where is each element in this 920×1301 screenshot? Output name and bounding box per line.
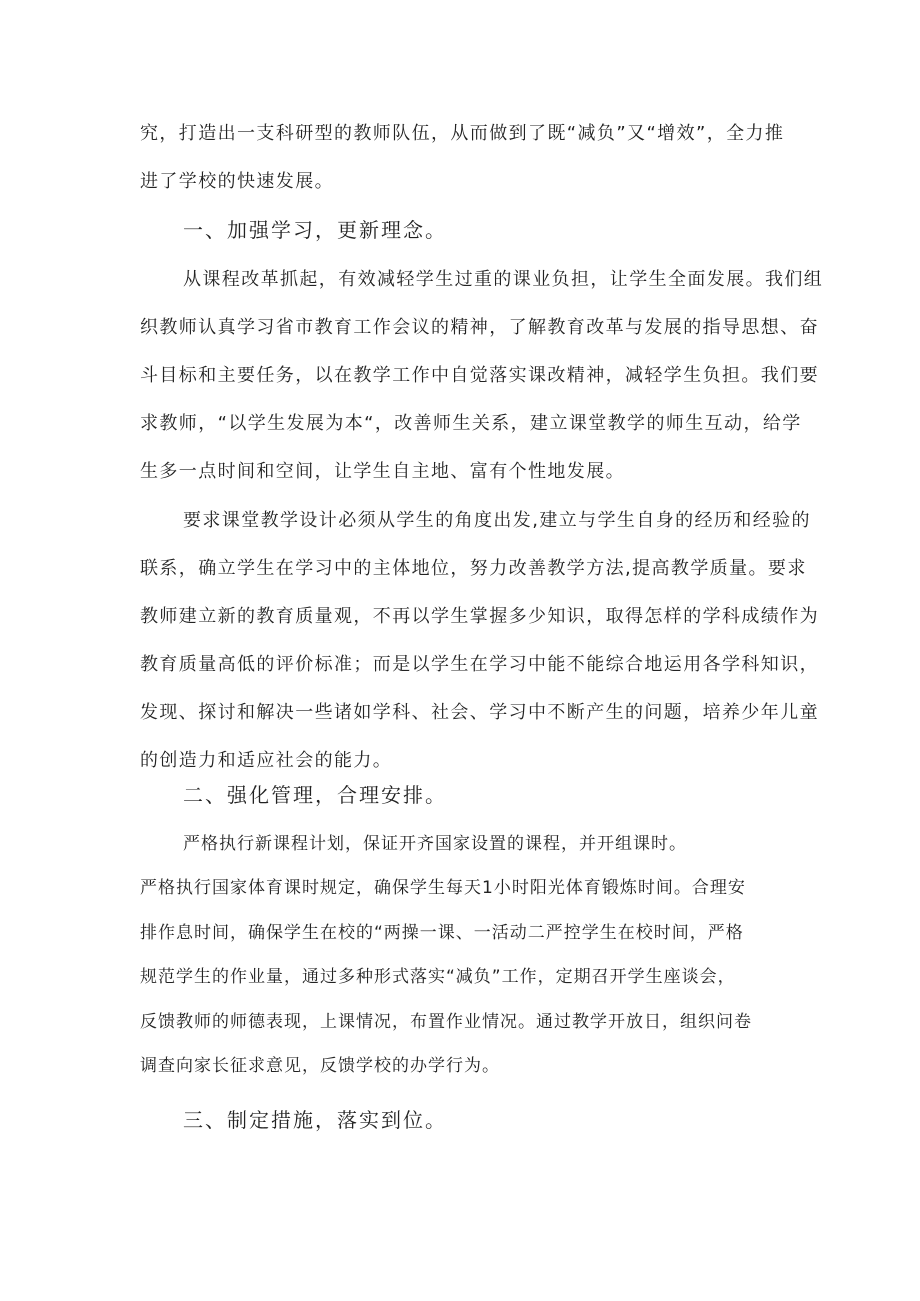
section3-heading: 三、制定措施，落实到位。 <box>183 1108 447 1132</box>
section1-para2-line-5: 发现、探讨和解决一些诸如学科、社会、学习中不断产生的问题，培养少年儿童 <box>140 702 819 723</box>
intro-line-2: 进了学校的快速发展。 <box>140 171 334 192</box>
section1-para1-line-5: 生多一点时间和空间，让学生自主地、富有个性地发展。 <box>140 461 625 482</box>
section2-para1-line-1: 严格执行新课程计划，保证开齐国家设置的课程，并开组课时。 <box>183 834 687 854</box>
section2-para1-line-4: 规范学生的作业量，通过多种形式落实“减负”工作，定期召开学生座谈会， <box>140 967 736 987</box>
section1-para1-line-3: 斗目标和主要任务，以在教学工作中自觉落实课改精神，减轻学生负担。我们要 <box>140 365 819 386</box>
section1-para2-line-4: 教育质量高低的评价标准；而是以学生在学习中能不能综合地运用各学科知识， <box>140 654 819 675</box>
section1-para2-line-2: 联系，确立学生在学习中的主体地位，努力改善教学方法,提高教学质量。要求 <box>140 558 807 579</box>
section1-para1-line-4: 求教师，“以学生发展为本“，改善师生关系，建立课堂教学的师生互动，给学 <box>140 413 802 434</box>
section1-para2-line-1: 要求课堂教学设计必须从学生的角度出发,建立与学生自身的经历和经验的 <box>183 510 811 531</box>
section2-para1-line-3: 排作息时间，确保学生在校的“两操一课、一活动二严控学生在校时间，严格 <box>140 923 744 943</box>
section1-para1-line-1: 从课程改革抓起，有效减轻学生过重的课业负担，让学生全面发展。我们组 <box>183 269 824 290</box>
section1-para1-line-2: 织教师认真学习省市教育工作会议的精神，了解教育改革与发展的指导思想、奋 <box>140 317 819 338</box>
section2-para1-line-2: 严格执行国家体育课时规定，确保学生每天1小时阳光体育锻炼时间。合理安 <box>140 878 746 898</box>
section2-heading: 二、强化管理，合理安排。 <box>183 783 447 807</box>
section2-para1-line-6: 调查向家长征求意见，反馈学校的办学行为。 <box>140 1056 500 1076</box>
section1-heading: 一、加强学习，更新理念。 <box>183 218 447 242</box>
section1-para2-line-3: 教师建立新的教育质量观，不再以学生掌握多少知识，取得怎样的学科成绩作为 <box>140 606 819 627</box>
intro-line-1: 究，打造出一支科研型的教师队伍，从而做到了既“减负”又“增效”，全力推 <box>140 123 785 144</box>
section1-para2-line-6: 的创造力和适应社会的能力。 <box>140 750 393 771</box>
section2-para1-line-5: 反馈教师的师德表现，上课情况，布置作业情况。通过教学开放日，组织问卷 <box>140 1012 752 1032</box>
